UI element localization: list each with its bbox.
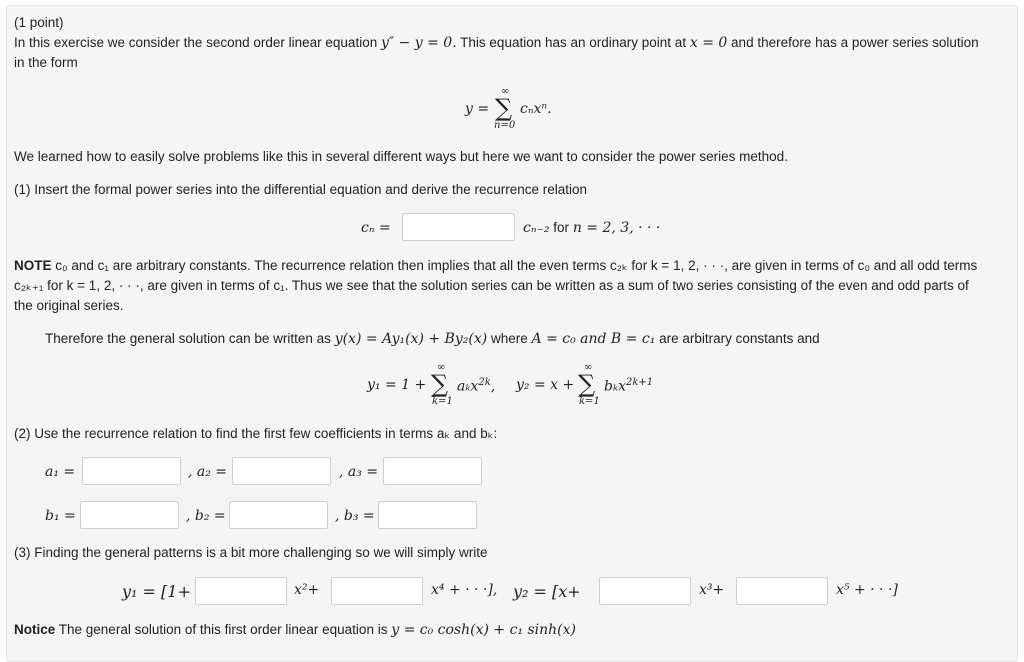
notice-text: The general solution of this first order linear equation is	[55, 622, 388, 637]
a3-label: , a₃ =	[339, 464, 379, 480]
recurrence-coef-input[interactable]	[402, 213, 515, 241]
b1-label: b₁ =	[45, 508, 76, 524]
notice-formula: y = c₀ cosh(x) + c₁ sinh(x)	[391, 622, 577, 638]
a2-input[interactable]	[232, 457, 331, 485]
a2-label: , a₂ =	[188, 464, 228, 480]
y1-lower: k=1	[432, 396, 453, 407]
note-label: NOTE	[14, 258, 52, 273]
a1-input[interactable]	[82, 457, 181, 485]
general-text-post: are arbitrary constants and	[659, 331, 820, 346]
b3-input[interactable]	[378, 501, 477, 529]
general-formula: y(x) = Ay₁(x) + By₂(x)	[334, 331, 488, 347]
b1-input[interactable]	[80, 501, 179, 529]
y1-term-exp: 2k	[478, 377, 491, 388]
recurrence-for: for	[553, 220, 570, 235]
note-line1	[14, 258, 977, 274]
x3-term: x³+	[699, 582, 725, 598]
a3-input[interactable]	[383, 457, 482, 485]
intro-text-pre: In this exercise we consider the second order linear equation	[14, 35, 378, 50]
general-consts: A = c₀ and B = c₁	[531, 331, 656, 347]
x2-term: x²+	[294, 582, 320, 598]
a1-label: a₁ =	[45, 464, 76, 480]
points-label: (1 point)	[14, 15, 64, 30]
x4-term: x⁴ + · · ·],	[431, 582, 498, 598]
general-text-pre: Therefore the general solution can be written as	[45, 331, 331, 346]
x5-term: x⁵ + · · ·]	[836, 582, 898, 598]
recurrence-rhs-term: cₙ₋₂	[523, 220, 550, 236]
y2-lower: k=1	[579, 396, 600, 407]
series-upper: ∞	[501, 86, 510, 97]
y2-sigma: ∑	[578, 370, 596, 398]
y2-open: y₂ = [x+	[513, 582, 581, 601]
intro-line2: in the form	[14, 55, 78, 70]
b3-label: , b₃ =	[335, 508, 375, 524]
y1-sigma: ∑	[431, 370, 449, 398]
y1-lhs: y₁ = 1 +	[367, 377, 427, 393]
y2-term	[604, 377, 653, 395]
y1-x4-coef-input[interactable]	[331, 577, 423, 605]
intro-equation: y″ − y = 0.	[380, 35, 457, 51]
recurrence-lhs: cₙ =	[361, 220, 391, 236]
intro-point: x = 0	[689, 35, 728, 51]
series-term: cₙxⁿ.	[520, 101, 552, 117]
y1-term	[457, 377, 495, 395]
note-line2: c₂ₖ₊₁ for k = 1, 2, · · ·, are given in terms of c₁. Thus we see that the solution series can be written as a sum of two series consisting of the even and odd parts of	[14, 278, 969, 293]
recurrence-range: n = 2, 3, · · ·	[572, 220, 661, 236]
part1-text: (1) Insert the formal power series into the differential equation and derive the recurrence relation	[14, 182, 588, 197]
series-sigma: ∑	[495, 94, 513, 122]
y2-term-exp: 2k+1	[625, 377, 654, 388]
part3-text: (3) Finding the general patterns is a bit more challenging so we will simply write	[14, 545, 488, 560]
b2-label: , b₂ =	[186, 508, 226, 524]
series-lhs: y =	[465, 101, 490, 117]
intro-text-post: and therefore has a power series solution	[731, 35, 979, 50]
b2-input[interactable]	[229, 501, 328, 529]
y1-x2-coef-input[interactable]	[195, 577, 287, 605]
notice-line	[14, 622, 576, 638]
notice-label: Notice	[14, 622, 56, 637]
intro-line1	[14, 35, 979, 51]
general-text-mid: where	[490, 331, 528, 346]
y1-open: y₁ = [1+	[122, 582, 191, 601]
part2-text: (2) Use the recurrence relation to find the first few coefficients in terms aₖ and bₖ:	[14, 426, 498, 441]
learned-text: We learned how to easily solve problems like this in several different ways but here we want to consider the power series method.	[14, 149, 788, 164]
series-lower: n=0	[494, 120, 516, 131]
intro-text-mid: This equation has an ordinary point at	[460, 35, 687, 50]
note-text1: c₀ and c₁ are arbitrary constants. The recurrence relation then implies that all the even terms c₂ₖ for k = 1, 2, · · ·, are given in terms of c₀ and all odd terms	[51, 258, 978, 273]
note-line3: the original series.	[14, 298, 124, 313]
general-line	[45, 331, 820, 347]
y2-lhs: y₂ = x +	[516, 377, 575, 393]
y2-x5-coef-input[interactable]	[736, 577, 828, 605]
y-sep: ,	[490, 378, 496, 395]
y2-term-base: bₖx	[604, 378, 626, 395]
y2-upper: ∞	[584, 362, 593, 373]
y1-term-base: aₖx	[457, 378, 479, 395]
y2-x3-coef-input[interactable]	[599, 577, 691, 605]
recurrence-rhs	[523, 220, 660, 236]
y1-upper: ∞	[437, 362, 446, 373]
